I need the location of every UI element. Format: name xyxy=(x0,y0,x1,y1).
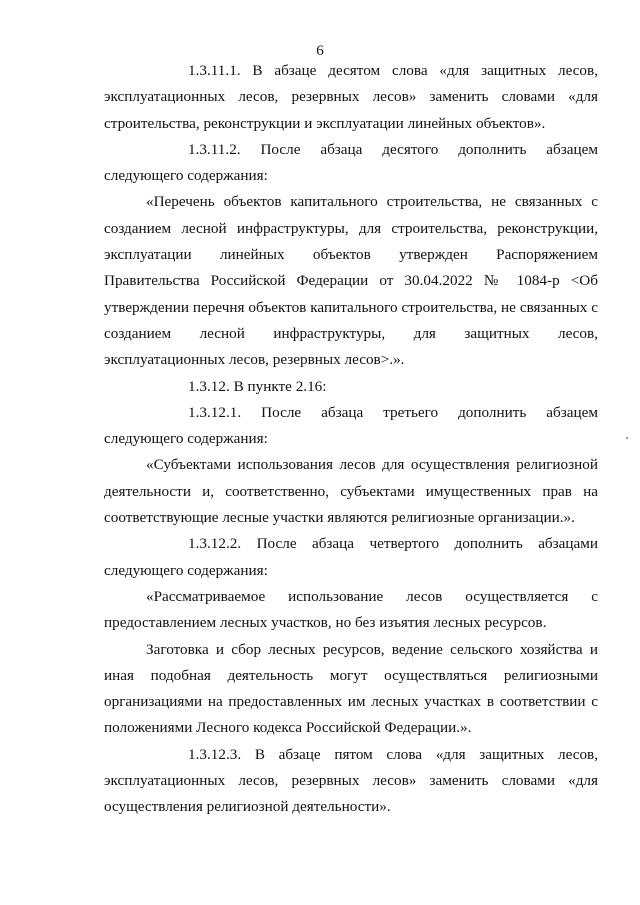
quoted-paragraph-forest-use xyxy=(104,584,598,637)
paragraph-text: После абзаца третьего дополнить абзацем следующего содержания: xyxy=(104,403,598,448)
paragraph-text: После абзаца десятого дополнить абзацем следующего содержания: xyxy=(104,140,598,185)
quoted-paragraph-religious-subjects xyxy=(104,452,598,531)
paragraph-number: 1.3.12.3. xyxy=(188,745,242,763)
paragraph-text: В абзаце десятом слова «для защитных лесов, эксплуатационных лесов, резервных лесов» заменить словами «для строительства, реконструкции и эксплуатации линейных объектов». xyxy=(104,62,598,132)
paragraph-1-3-12 xyxy=(104,374,598,400)
quoted-paragraph-list-of-objects xyxy=(104,189,598,373)
paragraph-1-3-12-2 xyxy=(104,531,598,584)
paragraph-number: 1.3.12.2. xyxy=(188,535,242,553)
paragraph-text: Заготовка и сбор лесных ресурсов, ведение сельского хозяйства и иная подобная деятельность могут осуществляться религиозными организациями на предоставленных им лесных участках в соответствии с положениями Лесного кодекса Российской Федерации.». xyxy=(104,640,598,737)
paragraph-text: «Перечень объектов капитального строительства, не связанных с созданием лесной инфраструктуры, для строительства, реконструкции, эксплуатации линейных объектов утвержден Распоряжением Правительства Российской Федерации от 30.04.2022 № 1084-р <Об утверждении перечня объектов капитального строительства, не связанных с созданием лесной инфраструктуры, для защитных лесов, эксплуатационных лесов, резервных лесов>.». xyxy=(104,193,598,369)
paragraph-number: 1.3.11.1. xyxy=(188,62,241,79)
paragraph-text: «Рассматриваемое использование лесов осуществляется с предоставлением лесных участков, но без изъятия лесных ресурсов. xyxy=(104,587,598,632)
paragraph-text: «Субъектами использования лесов для осуществления религиозной деятельности и, соответственно, субъектами имущественных прав на соответствующие лесные участки являются религиозные организации.». xyxy=(104,456,598,527)
quoted-paragraph-harvesting xyxy=(104,637,598,742)
paragraph-text: В пункте 2.16: xyxy=(233,377,327,395)
paragraph-1-3-12-1 xyxy=(104,400,598,453)
document-body xyxy=(104,58,598,821)
paragraph-text: В абзаце пятом слова «для защитных лесов, эксплуатационных лесов, резервных лесов» заменить словами «для осуществления религиозной деятельности». xyxy=(104,745,599,816)
paragraph-number: 1.3.11.2. xyxy=(188,140,241,158)
page-number: 6 xyxy=(316,43,324,59)
paragraph-1-3-11-1 xyxy=(104,58,598,137)
scan-artifact-dot xyxy=(626,437,628,439)
paragraph-1-3-11-2 xyxy=(104,137,598,190)
paragraph-1-3-12-3 xyxy=(104,742,598,821)
paragraph-number: 1.3.12. xyxy=(188,377,230,395)
paragraph-number: 1.3.12.1. xyxy=(188,403,242,421)
paragraph-text: После абзаца четвертого дополнить абзацами следующего содержания: xyxy=(104,535,599,579)
